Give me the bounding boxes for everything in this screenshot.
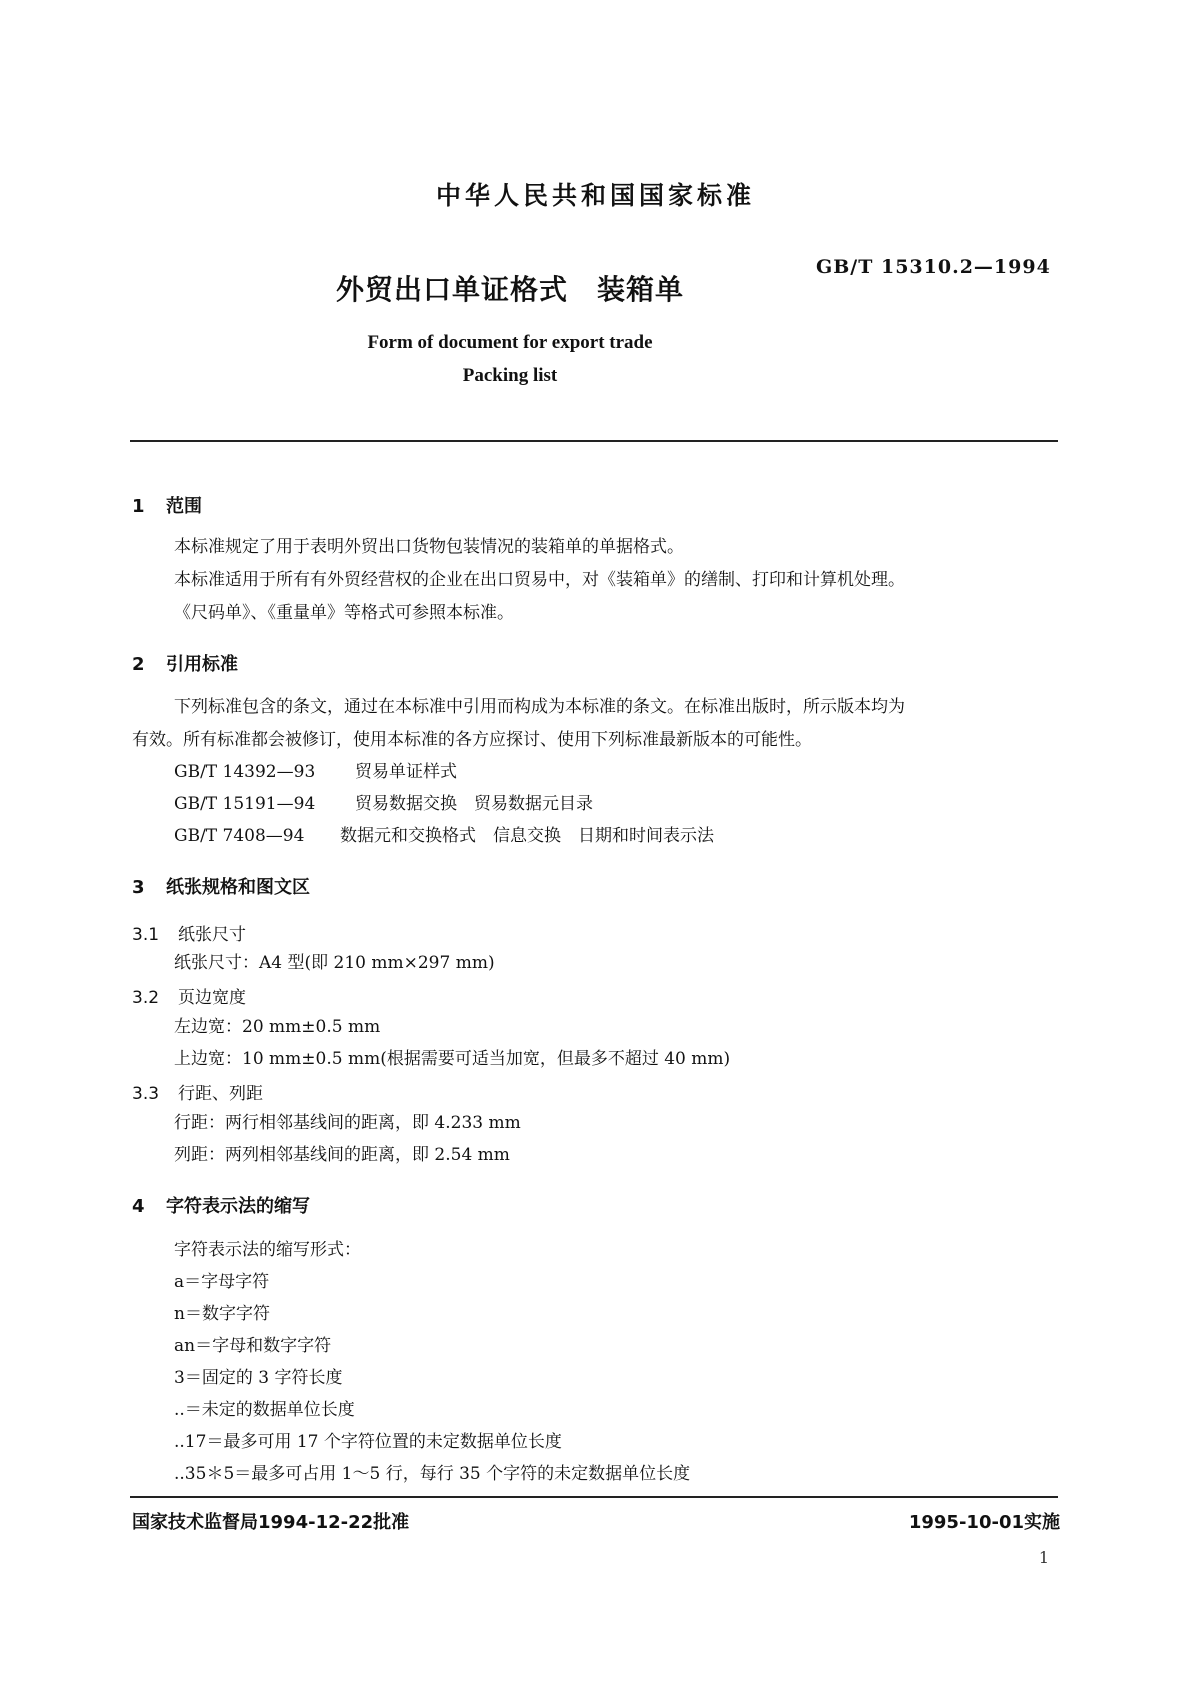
section-3-heading <box>132 873 310 899</box>
paragraph: 左边宽：20 mm±0.5 mm <box>174 1017 381 1037</box>
subsection-3-2-heading <box>132 983 246 1008</box>
notation-line: ..17＝最多可用 17 个字符位置的未定数据单位长度 <box>174 1432 562 1452</box>
subsection-number: 3.2 <box>132 988 160 1008</box>
paragraph: 纸张尺寸：A4 型(即 210 mm×297 mm) <box>174 953 495 973</box>
header-divider <box>130 440 1058 442</box>
paragraph: 列距：两列相邻基线间的距离，即 2.54 mm <box>174 1145 510 1165</box>
footer-divider <box>130 1496 1058 1498</box>
notation-line: 3＝固定的 3 字符长度 <box>174 1368 343 1388</box>
reference-title: 贸易数据交换 贸易数据元目录 <box>355 794 593 814</box>
notation-line: n＝数字字符 <box>174 1304 270 1324</box>
national-standard-heading: 中华人民共和国国家标准 <box>435 181 755 210</box>
section-title: 范围 <box>166 496 202 517</box>
reference-item <box>174 792 593 816</box>
section-number: 1 <box>132 496 145 517</box>
reference-code: GB/T 15191—94 <box>174 794 316 814</box>
subsection-number: 3.3 <box>132 1084 160 1104</box>
section-number: 3 <box>132 877 145 898</box>
standard-number: GB/T 15310.2—1994 <box>816 256 1051 278</box>
subsection-title: 行距、列距 <box>178 1084 263 1104</box>
page-number: 1 <box>1038 1548 1049 1567</box>
document-title-en-line1: Form of document for export trade <box>367 332 653 353</box>
reference-item <box>174 760 457 784</box>
section-number: 2 <box>132 654 145 675</box>
notation-line: ..35＊5＝最多可占用 1～5 行，每行 35 个字符的未定数据单位长度 <box>174 1464 691 1484</box>
reference-code: GB/T 7408—94 <box>174 826 305 846</box>
reference-title: 贸易单证样式 <box>355 762 457 782</box>
paragraph: 本标准规定了用于表明外贸出口货物包装情况的装箱单的单据格式。 <box>174 537 684 557</box>
section-1-heading <box>132 492 202 518</box>
section-title: 字符表示法的缩写 <box>166 1196 310 1217</box>
paragraph: 行距：两行相邻基线间的距离，即 4.233 mm <box>174 1113 521 1133</box>
section-number: 4 <box>132 1196 145 1217</box>
reference-title: 数据元和交换格式 信息交换 日期和时间表示法 <box>340 826 714 846</box>
notation-line: 字符表示法的缩写形式： <box>174 1240 361 1260</box>
section-2-heading <box>132 650 238 676</box>
section-title: 引用标准 <box>166 654 238 675</box>
paragraph: 有效。所有标准都会被修订，使用本标准的各方应探讨、使用下列标准最新版本的可能性。 <box>132 730 812 750</box>
notation-line: ..＝未定的数据单位长度 <box>174 1400 355 1420</box>
approval-statement: 国家技术监督局1994-12-22批准 <box>132 1512 410 1533</box>
notation-line: an＝字母和数字字符 <box>174 1336 332 1356</box>
paragraph: 《尺码单》、《重量单》等格式可参照本标准。 <box>174 603 514 623</box>
subsection-3-3-heading <box>132 1079 263 1104</box>
subsection-3-1-heading <box>132 920 246 945</box>
document-title-en-line2: Packing list <box>462 365 558 386</box>
implementation-date: 1995-10-01实施 <box>908 1512 1060 1533</box>
reference-item <box>174 824 714 848</box>
reference-code: GB/T 14392—93 <box>174 762 316 782</box>
subsection-title: 页边宽度 <box>178 988 246 1008</box>
subsection-number: 3.1 <box>132 925 160 945</box>
paragraph: 本标准适用于所有有外贸经营权的企业在出口贸易中，对《装箱单》的缮制、打印和计算机处理。 <box>174 570 905 590</box>
paragraph: 上边宽：10 mm±0.5 mm(根据需要可适当加宽，但最多不超过 40 mm) <box>174 1049 731 1069</box>
section-title: 纸张规格和图文区 <box>166 877 310 898</box>
notation-line: a＝字母字符 <box>174 1272 270 1292</box>
section-4-heading <box>132 1192 310 1218</box>
subsection-title: 纸张尺寸 <box>178 925 246 945</box>
paragraph: 下列标准包含的条文，通过在本标准中引用而构成为本标准的条文。在标准出版时，所示版本均为 <box>174 697 905 717</box>
document-title-cn: 外贸出口单证格式 装箱单 <box>335 273 684 306</box>
